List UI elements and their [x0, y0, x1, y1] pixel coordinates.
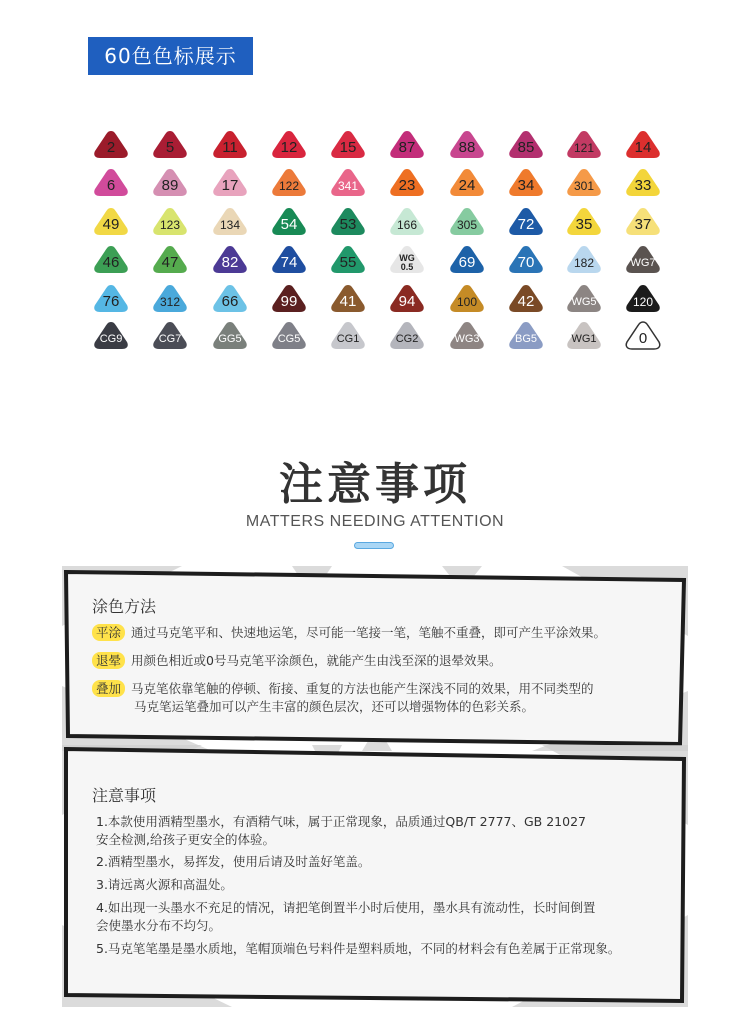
color-swatch: [507, 283, 545, 313]
color-swatch: [92, 206, 130, 236]
swatch-label: 66: [221, 293, 239, 310]
swatch-label: CG2: [395, 332, 419, 345]
swatch-label: 6: [106, 177, 116, 194]
note-line: 5.马克笔笔墨是墨水质地，笔帽顶端色号料件是塑料质地，不同的材料会有色差属于正常现象。: [96, 941, 621, 956]
color-swatch: [624, 167, 662, 197]
note-line: 1.本款使用酒精型墨水，有酒精气味，属于正常现象，品质通过QB/T 2777、GB 21027: [96, 814, 586, 829]
color-swatch: [507, 206, 545, 236]
swatch-label: WG7: [630, 256, 656, 269]
color-swatch: [211, 244, 249, 274]
swatch-label: WG1: [571, 332, 597, 345]
swatch-label: 99: [280, 293, 298, 310]
swatch-label: WG3: [454, 332, 480, 345]
color-swatch: [151, 129, 189, 159]
color-swatch: [388, 283, 426, 313]
notes-box: [62, 745, 688, 1007]
tip-tag-overlay: 叠加: [92, 680, 125, 697]
color-swatch: [92, 167, 130, 197]
color-swatch: [211, 167, 249, 197]
color-swatch: [624, 206, 662, 236]
color-swatch: [448, 244, 486, 274]
swatch-label: BG5: [514, 332, 537, 345]
color-swatch: [329, 283, 367, 313]
swatch-label: 0: [638, 330, 648, 347]
swatch-label: 49: [102, 216, 120, 233]
color-swatch: [388, 320, 426, 350]
note-line: 3.请远离火源和高温处。: [96, 877, 233, 892]
color-swatch-grid: [0, 0, 750, 360]
swatch-label: 41: [339, 293, 357, 310]
swatch-label: 55: [339, 254, 357, 271]
swatch-label: WG 0.5: [399, 252, 415, 272]
swatch-label: 120: [632, 294, 654, 309]
color-swatch: [329, 244, 367, 274]
swatch-label: 166: [396, 217, 418, 232]
swatch-label: 70: [517, 254, 535, 271]
swatch-label: 23: [398, 177, 416, 194]
tip-text-gradient: 用颜色相近或0号马克笔平涂颜色，就能产生由浅至深的退晕效果。: [131, 653, 502, 668]
color-swatch: [565, 320, 603, 350]
swatch-label: 5: [165, 139, 175, 156]
swatch-label: 14: [634, 139, 652, 156]
tip-tag-gradient: 退晕: [92, 652, 125, 669]
color-swatch: [448, 206, 486, 236]
heading-divider: [354, 542, 394, 549]
tip-text-overlay: 马克笔依靠笔触的停顿、衔接、重复的方法也能产生深浅不同的效果，用不同类型的: [131, 681, 594, 696]
color-swatch: [329, 167, 367, 197]
color-swatch: [448, 283, 486, 313]
swatch-label: 24: [458, 177, 476, 194]
swatch-label: 122: [278, 178, 300, 193]
swatch-label: CG7: [158, 332, 182, 345]
swatch-label: 341: [337, 178, 359, 193]
color-swatch: [270, 320, 308, 350]
attention-title: 注意事项: [279, 459, 471, 510]
color-swatch: [388, 244, 426, 274]
note-line: 4.如出现一头墨水不充足的情况，请把笔倒置半小时后使用，墨水具有流动性，长时间倒置: [96, 900, 596, 915]
color-swatch: [211, 129, 249, 159]
color-swatch: [565, 244, 603, 274]
color-swatch: [448, 129, 486, 159]
color-swatch: [624, 244, 662, 274]
swatch-label: 42: [517, 293, 535, 310]
swatch-label: 53: [339, 216, 357, 233]
swatch-label: 69: [458, 254, 476, 271]
tip-text-flat: 通过马克笔平和、快速地运笔，尽可能一笔接一笔，笔触不重叠，即可产生平涂效果。: [131, 625, 607, 640]
color-swatch: [270, 129, 308, 159]
tip-gradient: [92, 652, 501, 669]
color-swatch: [388, 129, 426, 159]
swatch-label: CG5: [277, 332, 301, 345]
color-swatch: [624, 129, 662, 159]
coloring-methods-title: 涂色方法: [92, 597, 157, 616]
color-swatch: [329, 206, 367, 236]
color-swatch: [151, 167, 189, 197]
swatch-label: 94: [398, 293, 416, 310]
swatch-label: 100: [456, 294, 478, 309]
swatch-label: 134: [219, 217, 241, 232]
color-swatch: [211, 283, 249, 313]
color-swatch: [211, 206, 249, 236]
color-swatch: [448, 320, 486, 350]
swatch-label: 87: [398, 139, 416, 156]
swatch-label: 54: [280, 216, 298, 233]
coloring-methods-box: [62, 566, 688, 751]
color-swatch: [270, 167, 308, 197]
color-swatch: [507, 244, 545, 274]
swatch-label: 33: [634, 177, 652, 194]
swatch-label: 15: [339, 139, 357, 156]
color-swatch: [329, 129, 367, 159]
swatch-label: 37: [634, 216, 652, 233]
swatch-label: 11: [222, 139, 238, 156]
color-swatch: [329, 320, 367, 350]
swatch-label: 47: [161, 254, 179, 271]
color-swatch: [507, 320, 545, 350]
swatch-label: 12: [280, 139, 298, 156]
tip-tag-flat: 平涂: [92, 624, 125, 641]
swatch-label: 76: [102, 293, 120, 310]
color-swatch: [507, 129, 545, 159]
tip-overlay: [92, 680, 594, 697]
swatch-label: WG5: [571, 295, 597, 308]
swatch-label: 305: [456, 217, 478, 232]
color-swatch: [448, 167, 486, 197]
swatch-label: 17: [221, 177, 239, 194]
swatch-label: 182: [573, 255, 595, 270]
section-badge: 60色色标展示: [88, 37, 253, 75]
color-swatch: [507, 167, 545, 197]
swatch-label: 35: [575, 216, 593, 233]
swatch-label: 88: [458, 139, 476, 156]
color-swatch: [211, 320, 249, 350]
color-swatch: [92, 244, 130, 274]
swatch-label: 121: [573, 140, 595, 155]
swatch-label: CG1: [336, 332, 360, 345]
swatch-label: 46: [102, 254, 120, 271]
swatch-label: 123: [159, 217, 181, 232]
color-swatch: [388, 206, 426, 236]
color-swatch: [151, 320, 189, 350]
note-line: 2.酒精型墨水，易挥发，使用后请及时盖好笔盖。: [96, 854, 371, 869]
color-swatch: [624, 283, 662, 313]
swatch-label: 89: [161, 177, 179, 194]
color-swatch: [270, 206, 308, 236]
color-swatch: [92, 320, 130, 350]
color-swatch: [270, 244, 308, 274]
tip-overlay-line2: 马克笔运笔叠加可以产生丰富的颜色层次，还可以增强物体的色彩关系。: [134, 699, 535, 714]
color-swatch: [565, 283, 603, 313]
color-swatch: [624, 320, 662, 350]
color-swatch: [151, 283, 189, 313]
tip-flat: [92, 624, 606, 641]
color-swatch: [151, 206, 189, 236]
color-swatch: [565, 206, 603, 236]
swatch-label: 74: [280, 254, 298, 271]
notes-title: 注意事项: [92, 786, 157, 805]
color-swatch: [565, 129, 603, 159]
swatch-label: 82: [221, 254, 239, 271]
attention-subtitle: MATTERS NEEDING ATTENTION: [245, 513, 505, 530]
color-swatch: [565, 167, 603, 197]
swatch-label: 34: [517, 177, 535, 194]
color-swatch: [270, 283, 308, 313]
swatch-label: CG9: [99, 332, 123, 345]
color-swatch: [151, 244, 189, 274]
color-swatch: [92, 283, 130, 313]
swatch-label: 312: [159, 294, 181, 309]
note-line: 会使墨水分布不均匀。: [96, 918, 222, 933]
color-swatch: [388, 167, 426, 197]
swatch-label: 301: [573, 178, 595, 193]
color-swatch: [92, 129, 130, 159]
swatch-label: 85: [517, 139, 535, 156]
swatch-label: 2: [106, 139, 116, 156]
swatch-label: 72: [517, 216, 535, 233]
note-line: 安全检测,给孩子更安全的体验。: [96, 832, 275, 847]
swatch-label: GG5: [218, 332, 242, 345]
